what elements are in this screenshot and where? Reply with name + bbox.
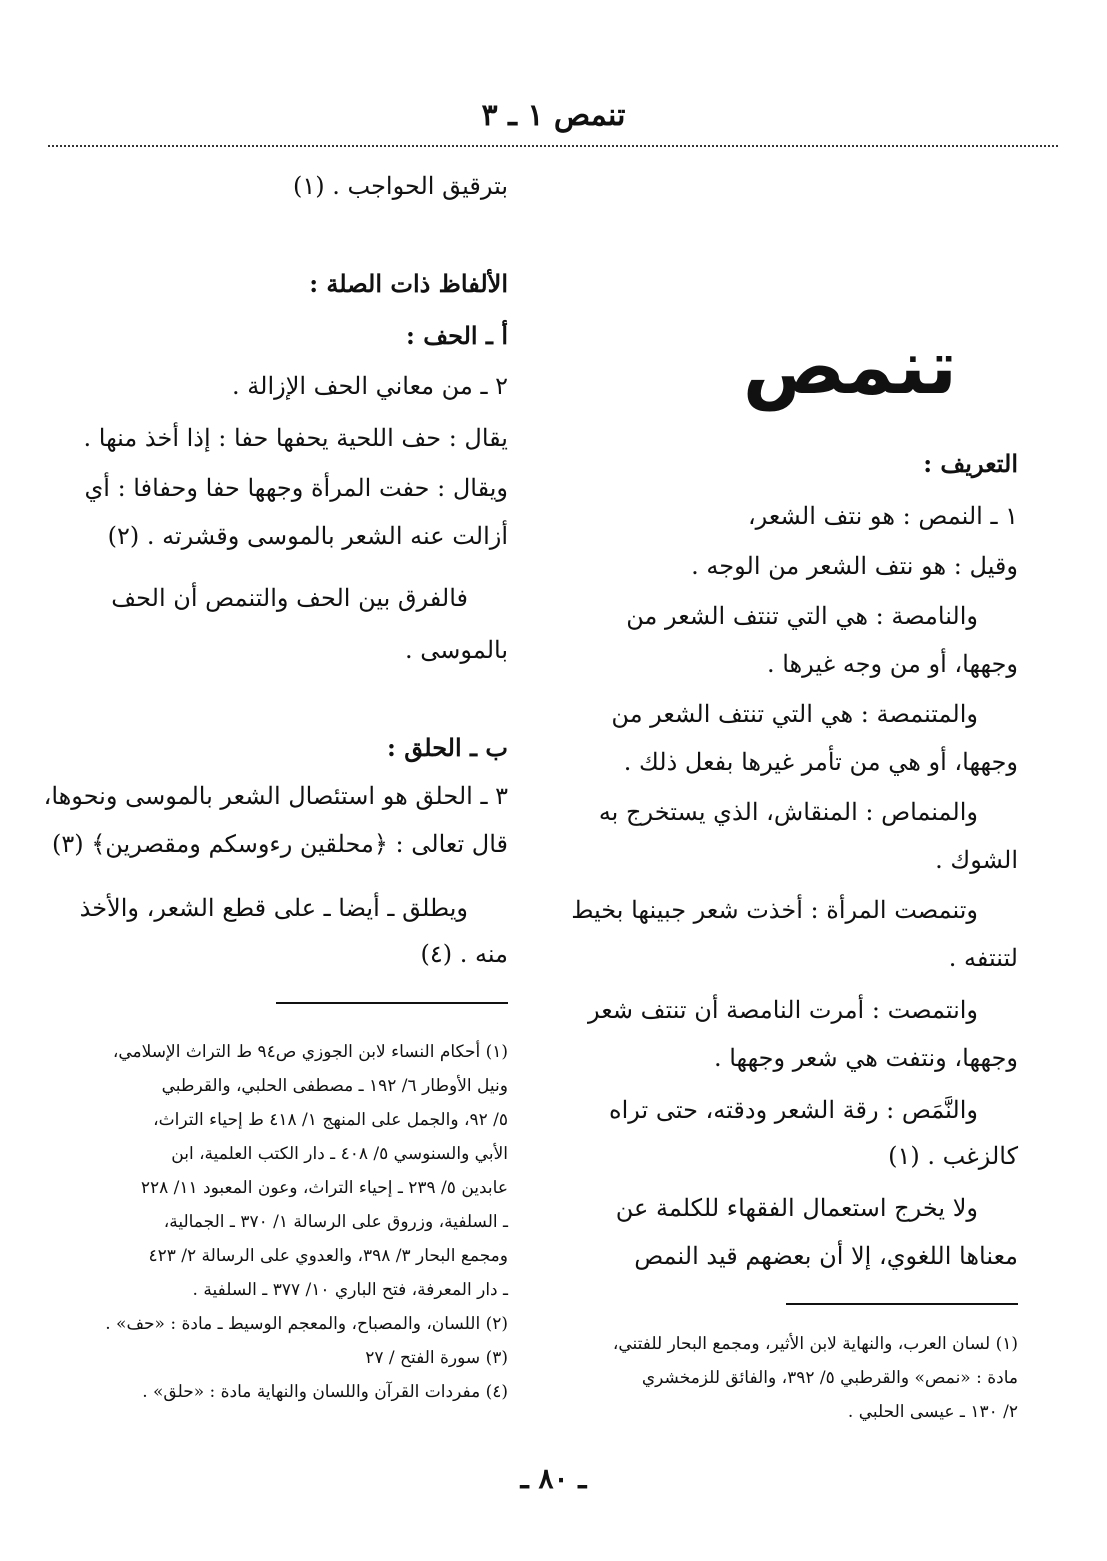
- footnote-line: ـ السلفية، وزروق على الرسالة ١/ ٣٧٠ ـ الجمالية،: [163, 1212, 508, 1232]
- running-header: تنمص ١ ـ ٣: [481, 98, 626, 133]
- footnote-line: ومجمع البحار ٣/ ٣٩٨، والعدوي على الرسالة ٢/ ٤٢٣: [148, 1246, 508, 1266]
- text-line: ويقال : حفت المرأة وجهها حفا وحفافا : أي: [84, 474, 508, 502]
- text-line: يقال : حف اللحية يحفها حفا : إذا أخذ منها .: [83, 424, 508, 452]
- footnote-line: (٤) مفردات القرآن واللسان والنهاية مادة : «حلق» .: [142, 1382, 508, 1402]
- footnote-line: ـ دار المعرفة، فتح الباري ١٠/ ٣٧٧ ـ السلفية .: [192, 1280, 508, 1300]
- text-line: أزالت عنه الشعر بالموسى وقشرته . (٢): [107, 522, 508, 550]
- page-number: ـ ٨٠ ـ: [520, 1462, 587, 1495]
- text-line: كالزغب . (١): [888, 1142, 1018, 1170]
- footnote-line: (٢) اللسان، والمصباح، والمعجم الوسيط ـ مادة : «حف» .: [105, 1314, 508, 1334]
- footnote-divider: [786, 1303, 1018, 1305]
- footnote-line: عابدين ٥/ ٢٣٩ ـ إحياء التراث، وعون المعبود ١١/ ٢٢٨: [140, 1178, 508, 1198]
- subheading-halq: ب ـ الحلق :: [387, 733, 508, 762]
- text-line: وجهها، أو من وجه غيرها .: [766, 650, 1018, 678]
- text-line: وجهها، أو هي من تأمر غيرها بفعل ذلك .: [623, 748, 1018, 776]
- text-line: ويطلق ـ أيضا ـ على قطع الشعر، والأخذ: [79, 894, 468, 922]
- left-column: [43, 0, 508, 1561]
- text-line: بالموسى .: [405, 636, 508, 664]
- text-line: ولا يخرج استعمال الفقهاء للكلمة عن: [615, 1194, 978, 1222]
- text-line: والمنماص : المنقاش، الذي يستخرج به: [598, 798, 978, 826]
- text-line: بترقيق الحواجب . (١): [293, 172, 508, 200]
- footnote-line: الأبي والسنوسي ٥/ ٤٠٨ ـ دار الكتب العلمية، ابن: [171, 1144, 508, 1164]
- text-line: لتنتفه .: [948, 944, 1018, 972]
- text-line: ١ ـ النمص : هو نتف الشعر،: [747, 502, 1018, 530]
- footnote-line: ونيل الأوطار ٦/ ١٩٢ ـ مصطفى الحلبي، والقرطبي: [161, 1076, 508, 1096]
- text-line: والنَّمَص : رقة الشعر ودقته، حتى تراه: [609, 1096, 978, 1124]
- text-line: الشوك .: [935, 846, 1018, 874]
- right-column: [560, 0, 1018, 1561]
- text-line: وتنمصت المرأة : أخذت شعر جبينها بخيط: [571, 896, 978, 924]
- footnote-line: ٢/ ١٣٠ ـ عيسى الحلبي .: [847, 1402, 1018, 1422]
- footnote-line: (١) لسان العرب، والنهاية لابن الأثير، ومجمع البحار للفتني،: [612, 1334, 1018, 1354]
- text-line: وجهها، ونتفت هي شعر وجهها .: [713, 1044, 1018, 1072]
- text-line: وقيل : هو نتف الشعر من الوجه .: [691, 552, 1018, 580]
- subheading-haff: أ ـ الحف :: [406, 321, 508, 350]
- footnote-line: (٣) سورة الفتح / ٢٧: [365, 1348, 508, 1368]
- section-heading-related-terms: الألفاظ ذات الصلة :: [309, 269, 508, 298]
- footnote-line: (١) أحكام النساء لابن الجوزي ص٩٤ ط التراث الإسلامي،: [112, 1042, 508, 1062]
- entry-title: تنمص: [742, 322, 957, 411]
- text-line: ٣ ـ الحلق هو استئصال الشعر بالموسى ونحوها،: [43, 782, 508, 810]
- text-line: والمتنمصة : هي التي تنتف الشعر من: [611, 700, 978, 728]
- text-line: منه . (٤): [420, 940, 508, 968]
- text-line: ٢ ـ من معاني الحف الإزالة .: [232, 372, 508, 400]
- text-line: والنامصة : هي التي تنتف الشعر من: [626, 602, 978, 630]
- footnote-divider: [276, 1002, 508, 1004]
- text-line: معناها اللغوي، إلا أن بعضهم قيد النمص: [634, 1242, 1018, 1270]
- text-line: وانتمصت : أمرت النامصة أن تنتف شعر: [588, 996, 978, 1024]
- text-line: فالفرق بين الحف والتنمص أن الحف: [111, 584, 468, 612]
- footnote-line: مادة : «نمص» والقرطبي ٥/ ٣٩٢، والفائق للزمخشري: [641, 1368, 1018, 1388]
- text-line: قال تعالى : ﴿محلقين رءوسكم ومقصرين﴾ (٣): [51, 830, 508, 858]
- footnote-line: ٥/ ٩٢، والجمل على المنهج ١/ ٤١٨ ط إحياء التراث،: [153, 1110, 508, 1130]
- section-heading-definition: التعريف :: [923, 449, 1018, 478]
